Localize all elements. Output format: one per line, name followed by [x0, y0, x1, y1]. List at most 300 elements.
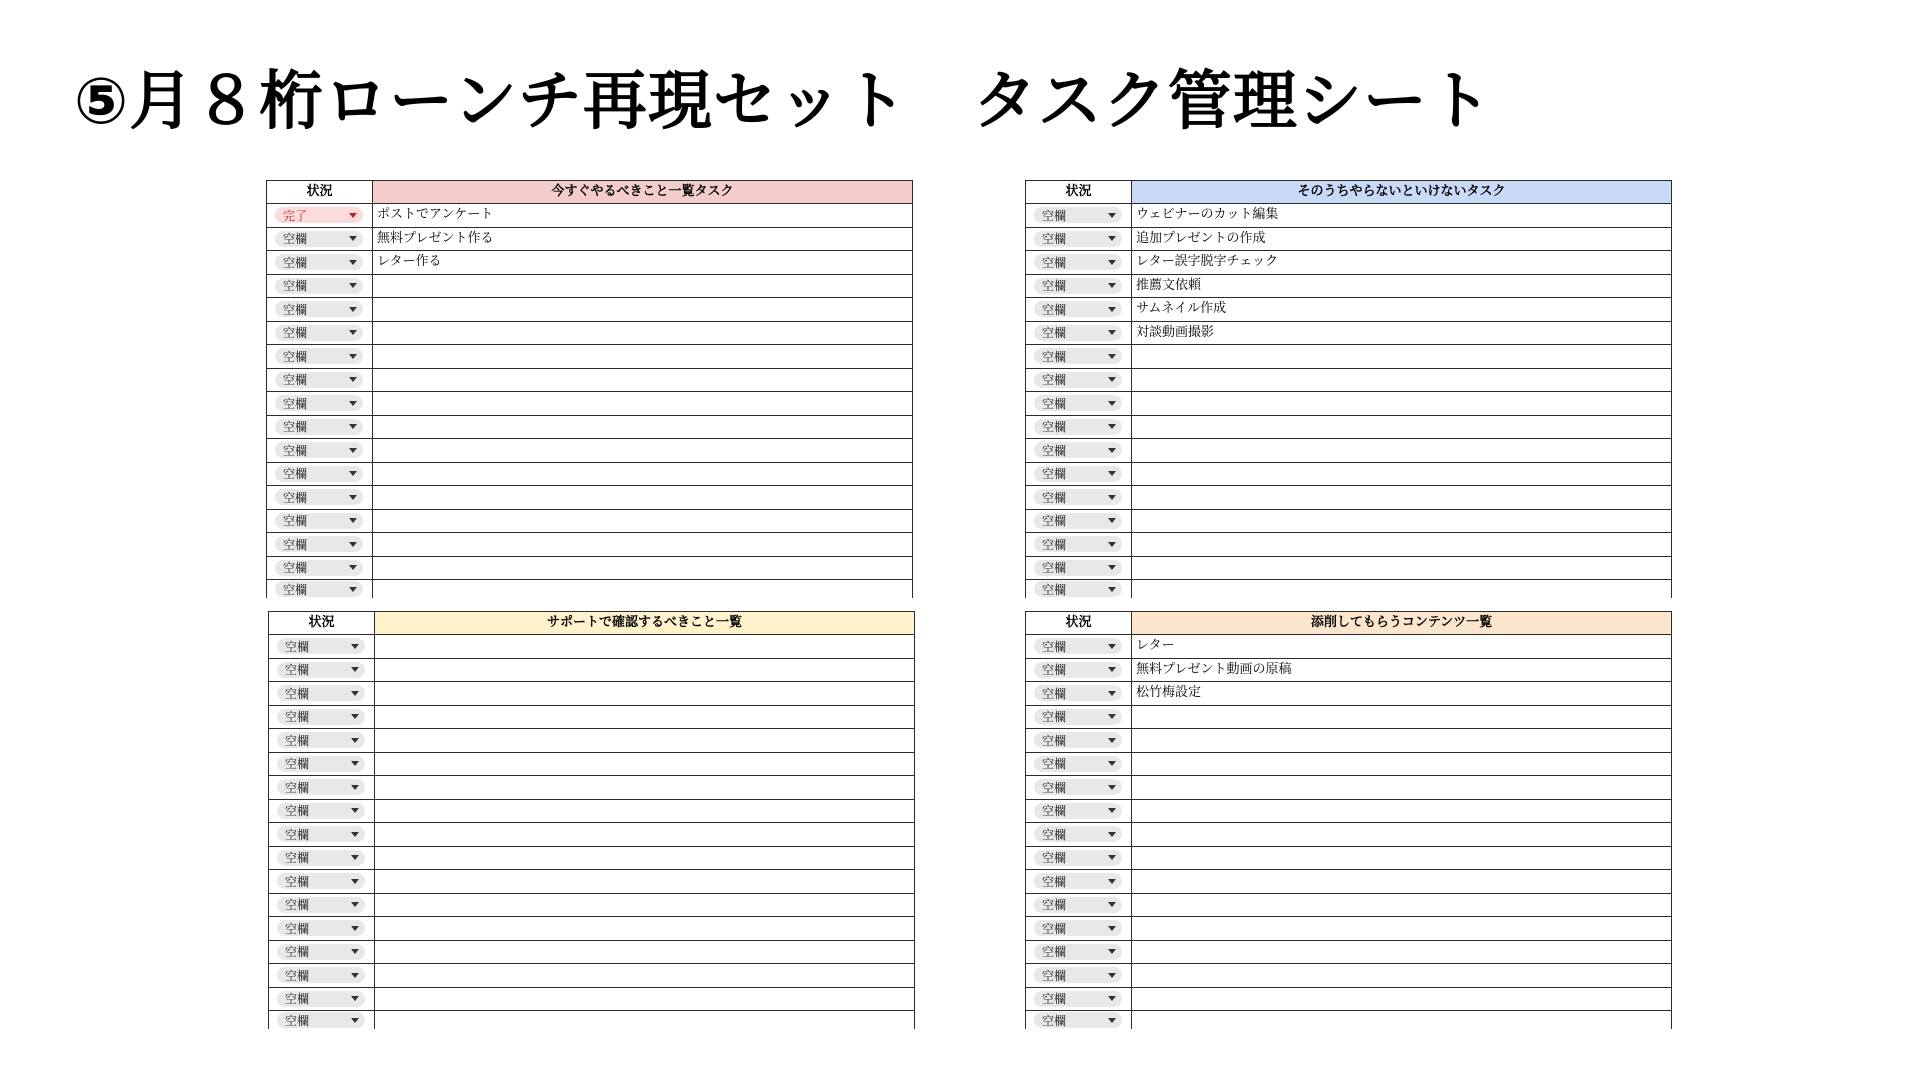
- task-cell[interactable]: ポストでアンケート: [373, 204, 913, 227]
- status-dropdown-label: 空欄: [1042, 467, 1067, 482]
- status-cell: [1025, 753, 1132, 776]
- chevron-down-icon[interactable]: [1108, 738, 1116, 743]
- status-dropdown[interactable]: [1034, 709, 1122, 725]
- status-cell: [1025, 416, 1132, 439]
- task-cell[interactable]: レター作る: [373, 251, 913, 274]
- status-dropdown-label: 空欄: [283, 396, 308, 411]
- status-dropdown-label: 空欄: [1042, 443, 1067, 458]
- status-cell: [268, 659, 375, 682]
- status-dropdown[interactable]: [1034, 325, 1122, 341]
- status-cell: [266, 580, 373, 598]
- task-cell[interactable]: [373, 392, 913, 415]
- status-column-header: 状況: [266, 181, 373, 203]
- task-cell[interactable]: [375, 847, 915, 870]
- status-dropdown-label: 空欄: [285, 827, 310, 842]
- task-cell[interactable]: [373, 510, 913, 533]
- task-cell[interactable]: [1132, 964, 1672, 987]
- chevron-down-icon[interactable]: [351, 785, 359, 790]
- task-cell[interactable]: [1132, 580, 1672, 598]
- chevron-down-icon[interactable]: [1108, 855, 1116, 860]
- chevron-down-icon[interactable]: [1108, 213, 1116, 218]
- status-cell: [1025, 392, 1132, 415]
- chevron-down-icon[interactable]: [351, 832, 359, 837]
- status-cell: [1025, 823, 1132, 846]
- table-row: [266, 533, 913, 557]
- status-dropdown-label: 空欄: [283, 443, 308, 458]
- table-row: [1025, 486, 1672, 510]
- status-dropdown-label: 空欄: [285, 804, 310, 819]
- chevron-down-icon[interactable]: [351, 738, 359, 743]
- chevron-down-icon[interactable]: [349, 283, 357, 288]
- status-dropdown[interactable]: [1034, 278, 1122, 294]
- status-dropdown-label: 空欄: [283, 279, 308, 294]
- chevron-down-icon[interactable]: [1108, 667, 1116, 672]
- status-dropdown[interactable]: [275, 254, 363, 270]
- chevron-down-icon[interactable]: [1108, 401, 1116, 406]
- status-dropdown-label: 空欄: [283, 490, 308, 505]
- task-cell[interactable]: [1132, 941, 1672, 964]
- status-cell: [266, 557, 373, 580]
- chevron-down-icon[interactable]: [1108, 354, 1116, 359]
- table-row: [268, 988, 915, 1012]
- chevron-down-icon[interactable]: [1108, 644, 1116, 649]
- task-cell[interactable]: サムネイル作成: [1132, 298, 1672, 321]
- task-cell[interactable]: [1132, 369, 1672, 392]
- status-cell: [1025, 800, 1132, 823]
- status-dropdown[interactable]: [1034, 920, 1122, 936]
- task-cell[interactable]: [1132, 706, 1672, 729]
- chevron-down-icon[interactable]: [349, 330, 357, 335]
- task-cell[interactable]: [1132, 1011, 1672, 1029]
- status-dropdown-label: 空欄: [1042, 710, 1067, 725]
- status-cell: [268, 1011, 375, 1029]
- sheet-header-row: [268, 612, 915, 635]
- task-cell[interactable]: [375, 659, 915, 682]
- chevron-down-icon[interactable]: [1108, 714, 1116, 719]
- chevron-down-icon[interactable]: [351, 808, 359, 813]
- task-cell[interactable]: [1132, 729, 1672, 752]
- chevron-down-icon[interactable]: [1108, 879, 1116, 884]
- task-cell[interactable]: [373, 557, 913, 580]
- table-row: [266, 580, 913, 598]
- status-dropdown-label: 空欄: [1042, 373, 1067, 388]
- status-dropdown-label: 空欄: [1042, 874, 1067, 889]
- task-cell[interactable]: [1132, 753, 1672, 776]
- status-dropdown-label: 空欄: [1042, 804, 1067, 819]
- task-cell[interactable]: 無料プレゼント動画の原稿: [1132, 659, 1672, 682]
- status-cell: [266, 322, 373, 345]
- task-cell[interactable]: [375, 894, 915, 917]
- table-row: [1025, 964, 1672, 988]
- chevron-down-icon[interactable]: [351, 714, 359, 719]
- table-row: [1025, 800, 1672, 824]
- status-dropdown[interactable]: [1034, 513, 1122, 529]
- chevron-down-icon[interactable]: [1108, 424, 1116, 429]
- task-cell[interactable]: [373, 345, 913, 368]
- status-cell: [268, 823, 375, 846]
- chevron-down-icon[interactable]: [1108, 587, 1116, 592]
- status-dropdown[interactable]: [1034, 638, 1122, 654]
- task-cell[interactable]: 推薦文依頼: [1132, 275, 1672, 298]
- chevron-down-icon[interactable]: [351, 902, 359, 907]
- status-dropdown[interactable]: [275, 231, 363, 247]
- status-dropdown[interactable]: [277, 850, 365, 866]
- status-dropdown[interactable]: [1034, 685, 1122, 701]
- status-dropdown[interactable]: [277, 944, 365, 960]
- status-dropdown[interactable]: [1034, 897, 1122, 913]
- table-row: [268, 823, 915, 847]
- status-dropdown[interactable]: [277, 803, 365, 819]
- status-dropdown[interactable]: [1034, 991, 1122, 1007]
- table-row: [1025, 369, 1672, 393]
- table-row: [268, 917, 915, 941]
- status-dropdown[interactable]: [1034, 536, 1122, 552]
- task-cell[interactable]: [373, 275, 913, 298]
- task-cell[interactable]: [1132, 870, 1672, 893]
- chevron-down-icon[interactable]: [1108, 471, 1116, 476]
- chevron-down-icon[interactable]: [351, 644, 359, 649]
- chevron-down-icon[interactable]: [349, 307, 357, 312]
- table-row: [268, 776, 915, 800]
- task-sheet-review: [1025, 611, 1672, 1029]
- status-dropdown[interactable]: [275, 581, 363, 597]
- status-cell: [268, 682, 375, 705]
- task-cell[interactable]: 松竹梅設定: [1132, 682, 1672, 705]
- task-cell[interactable]: [375, 1011, 915, 1029]
- task-cell[interactable]: [375, 706, 915, 729]
- task-cell[interactable]: レター誤字脱字チェック: [1132, 251, 1672, 274]
- table-row: [266, 322, 913, 346]
- status-cell: [1025, 894, 1132, 917]
- chevron-down-icon[interactable]: [1108, 495, 1116, 500]
- task-cell[interactable]: [1132, 894, 1672, 917]
- chevron-down-icon[interactable]: [1108, 260, 1116, 265]
- chevron-down-icon[interactable]: [349, 495, 357, 500]
- status-dropdown[interactable]: [275, 419, 363, 435]
- chevron-down-icon[interactable]: [351, 761, 359, 766]
- status-dropdown[interactable]: [1034, 662, 1122, 678]
- chevron-down-icon[interactable]: [1108, 996, 1116, 1001]
- task-cell[interactable]: [373, 533, 913, 556]
- chevron-down-icon[interactable]: [349, 354, 357, 359]
- status-dropdown[interactable]: [275, 301, 363, 317]
- status-dropdown[interactable]: [277, 756, 365, 772]
- status-cell: [1025, 275, 1132, 298]
- status-dropdown[interactable]: [277, 662, 365, 678]
- status-dropdown[interactable]: [277, 779, 365, 795]
- table-row: [266, 204, 913, 228]
- task-cell[interactable]: [375, 753, 915, 776]
- chevron-down-icon[interactable]: [1108, 926, 1116, 931]
- task-cell[interactable]: [1132, 439, 1672, 462]
- status-dropdown[interactable]: [275, 372, 363, 388]
- status-dropdown[interactable]: [1034, 873, 1122, 889]
- task-cell[interactable]: [1132, 345, 1672, 368]
- status-cell: [268, 988, 375, 1011]
- status-cell: [1025, 298, 1132, 321]
- task-cell[interactable]: [1132, 917, 1672, 940]
- chevron-down-icon[interactable]: [1108, 832, 1116, 837]
- status-column-header: 状況: [1025, 612, 1132, 634]
- task-sheet-support: [268, 611, 915, 1029]
- status-dropdown-label: 空欄: [283, 326, 308, 341]
- chevron-down-icon[interactable]: [1108, 761, 1116, 766]
- task-cell[interactable]: [1132, 988, 1672, 1011]
- chevron-down-icon[interactable]: [349, 565, 357, 570]
- table-row: [1025, 847, 1672, 871]
- chevron-down-icon[interactable]: [1108, 565, 1116, 570]
- status-dropdown[interactable]: [275, 325, 363, 341]
- status-dropdown[interactable]: [1034, 779, 1122, 795]
- task-cell[interactable]: [1132, 776, 1672, 799]
- status-dropdown[interactable]: [1034, 850, 1122, 866]
- status-dropdown[interactable]: [1034, 489, 1122, 505]
- status-cell: [266, 345, 373, 368]
- table-row: [1025, 894, 1672, 918]
- status-cell: [1025, 557, 1132, 580]
- task-cell[interactable]: [373, 486, 913, 509]
- status-cell: [1025, 228, 1132, 251]
- status-dropdown-label: 空欄: [1042, 663, 1067, 678]
- task-cell[interactable]: レター: [1132, 635, 1672, 658]
- task-cell[interactable]: [1132, 416, 1672, 439]
- chevron-down-icon[interactable]: [351, 691, 359, 696]
- chevron-down-icon[interactable]: [351, 1018, 359, 1023]
- table-row: [266, 275, 913, 299]
- status-dropdown-label: 空欄: [1042, 757, 1067, 772]
- status-dropdown[interactable]: [275, 536, 363, 552]
- chevron-down-icon[interactable]: [351, 879, 359, 884]
- task-cell[interactable]: [1132, 510, 1672, 533]
- chevron-down-icon[interactable]: [349, 424, 357, 429]
- status-dropdown-label: 空欄: [1042, 208, 1067, 223]
- chevron-down-icon[interactable]: [349, 587, 357, 592]
- chevron-down-icon[interactable]: [349, 542, 357, 547]
- chevron-down-icon[interactable]: [349, 377, 357, 382]
- task-column-header: サポートで確認するべきこと一覧: [375, 612, 915, 634]
- status-dropdown-label: 空欄: [1042, 992, 1067, 1007]
- status-dropdown-label: 空欄: [285, 992, 310, 1007]
- chevron-down-icon[interactable]: [1108, 330, 1116, 335]
- status-dropdown[interactable]: [1034, 1012, 1122, 1028]
- table-row: [266, 510, 913, 534]
- table-row: [268, 847, 915, 871]
- chevron-down-icon[interactable]: [1108, 902, 1116, 907]
- task-cell[interactable]: [1132, 392, 1672, 415]
- chevron-down-icon[interactable]: [351, 667, 359, 672]
- status-dropdown[interactable]: [277, 732, 365, 748]
- status-dropdown[interactable]: [275, 466, 363, 482]
- task-cell[interactable]: [373, 369, 913, 392]
- status-dropdown[interactable]: [277, 709, 365, 725]
- status-dropdown[interactable]: [277, 826, 365, 842]
- status-dropdown-label: 空欄: [1042, 302, 1067, 317]
- status-cell: [1025, 439, 1132, 462]
- status-dropdown[interactable]: [277, 873, 365, 889]
- status-dropdown[interactable]: [277, 991, 365, 1007]
- chevron-down-icon[interactable]: [1108, 307, 1116, 312]
- task-cell[interactable]: 対談動画撮影: [1132, 322, 1672, 345]
- status-cell: [266, 463, 373, 486]
- status-dropdown[interactable]: [277, 897, 365, 913]
- task-cell[interactable]: [1132, 800, 1672, 823]
- task-cell[interactable]: 追加プレゼントの作成: [1132, 228, 1672, 251]
- table-row: [1025, 251, 1672, 275]
- status-dropdown[interactable]: [1034, 348, 1122, 364]
- task-sheet-immediate: [266, 180, 913, 598]
- chevron-down-icon[interactable]: [349, 448, 357, 453]
- chevron-down-icon[interactable]: [1108, 949, 1116, 954]
- status-dropdown-label: 空欄: [283, 514, 308, 529]
- status-dropdown[interactable]: [277, 1012, 365, 1028]
- status-dropdown-label: 空欄: [1042, 232, 1067, 247]
- status-cell: [1025, 988, 1132, 1011]
- chevron-down-icon[interactable]: [1108, 1018, 1116, 1023]
- status-dropdown-label: 空欄: [285, 780, 310, 795]
- status-dropdown[interactable]: [1034, 254, 1122, 270]
- status-cell: [266, 298, 373, 321]
- task-cell[interactable]: [1132, 557, 1672, 580]
- task-cell[interactable]: 無料プレゼント作る: [373, 228, 913, 251]
- status-dropdown-label: 空欄: [285, 686, 310, 701]
- status-dropdown[interactable]: [277, 685, 365, 701]
- task-cell[interactable]: ウェビナーのカット編集: [1132, 204, 1672, 227]
- status-dropdown[interactable]: [1034, 442, 1122, 458]
- chevron-down-icon[interactable]: [1108, 785, 1116, 790]
- chevron-down-icon[interactable]: [1108, 542, 1116, 547]
- task-cell[interactable]: [373, 322, 913, 345]
- table-row: [268, 964, 915, 988]
- chevron-down-icon[interactable]: [1108, 808, 1116, 813]
- status-dropdown-label: 空欄: [285, 921, 310, 936]
- status-dropdown[interactable]: [275, 348, 363, 364]
- status-dropdown[interactable]: [277, 967, 365, 983]
- table-row: [1025, 204, 1672, 228]
- table-row: [266, 228, 913, 252]
- status-dropdown-label: 空欄: [285, 757, 310, 772]
- status-dropdown-label: 空欄: [283, 232, 308, 247]
- status-dropdown[interactable]: [1034, 419, 1122, 435]
- status-dropdown[interactable]: [275, 513, 363, 529]
- status-dropdown[interactable]: [277, 920, 365, 936]
- chevron-down-icon[interactable]: [349, 213, 357, 218]
- chevron-down-icon[interactable]: [1108, 236, 1116, 241]
- status-dropdown-label: 空欄: [285, 733, 310, 748]
- status-cell: [1025, 964, 1132, 987]
- status-dropdown[interactable]: [1034, 395, 1122, 411]
- status-dropdown[interactable]: [1034, 803, 1122, 819]
- status-dropdown[interactable]: [1034, 732, 1122, 748]
- chevron-down-icon[interactable]: [1108, 691, 1116, 696]
- status-dropdown-label: 空欄: [283, 582, 308, 597]
- status-cell: [266, 439, 373, 462]
- task-cell[interactable]: [375, 635, 915, 658]
- task-cell[interactable]: [1132, 533, 1672, 556]
- status-cell: [1025, 345, 1132, 368]
- chevron-down-icon[interactable]: [1108, 283, 1116, 288]
- chevron-down-icon[interactable]: [351, 996, 359, 1001]
- task-cell[interactable]: [1132, 823, 1672, 846]
- task-cell[interactable]: [375, 964, 915, 987]
- status-dropdown[interactable]: [275, 278, 363, 294]
- task-cell[interactable]: [375, 823, 915, 846]
- status-dropdown[interactable]: [1034, 466, 1122, 482]
- status-dropdown[interactable]: [275, 395, 363, 411]
- status-dropdown-label: 空欄: [283, 302, 308, 317]
- status-dropdown[interactable]: [1034, 560, 1122, 576]
- status-dropdown[interactable]: [1034, 756, 1122, 772]
- chevron-down-icon[interactable]: [349, 401, 357, 406]
- status-dropdown[interactable]: [1034, 944, 1122, 960]
- status-cell: [266, 416, 373, 439]
- chevron-down-icon[interactable]: [1108, 377, 1116, 382]
- task-cell[interactable]: [375, 800, 915, 823]
- status-dropdown[interactable]: [275, 207, 363, 223]
- chevron-down-icon[interactable]: [349, 471, 357, 476]
- task-cell[interactable]: [1132, 463, 1672, 486]
- chevron-down-icon[interactable]: [1108, 518, 1116, 523]
- chevron-down-icon[interactable]: [349, 518, 357, 523]
- status-dropdown[interactable]: [1034, 967, 1122, 983]
- status-cell: [1025, 776, 1132, 799]
- task-cell[interactable]: [375, 941, 915, 964]
- status-dropdown[interactable]: [275, 560, 363, 576]
- task-cell[interactable]: [1132, 847, 1672, 870]
- task-cell[interactable]: [375, 917, 915, 940]
- task-column-header: 今すぐやるべきこと一覧タスク: [373, 181, 913, 203]
- status-cell: [266, 228, 373, 251]
- task-cell[interactable]: [375, 988, 915, 1011]
- status-dropdown[interactable]: [277, 638, 365, 654]
- task-cell[interactable]: [375, 776, 915, 799]
- task-cell[interactable]: [375, 729, 915, 752]
- status-dropdown[interactable]: [275, 489, 363, 505]
- chevron-down-icon[interactable]: [351, 949, 359, 954]
- status-dropdown[interactable]: [1034, 207, 1122, 223]
- task-cell[interactable]: [373, 439, 913, 462]
- task-cell[interactable]: [1132, 486, 1672, 509]
- status-dropdown[interactable]: [1034, 231, 1122, 247]
- status-dropdown[interactable]: [1034, 301, 1122, 317]
- status-dropdown[interactable]: [1034, 581, 1122, 597]
- task-cell[interactable]: [375, 870, 915, 893]
- chevron-down-icon[interactable]: [351, 926, 359, 931]
- chevron-down-icon[interactable]: [351, 973, 359, 978]
- task-cell[interactable]: [373, 298, 913, 321]
- chevron-down-icon[interactable]: [1108, 973, 1116, 978]
- table-row: [1025, 635, 1672, 659]
- chevron-down-icon[interactable]: [351, 855, 359, 860]
- status-dropdown[interactable]: [275, 442, 363, 458]
- table-row: [268, 800, 915, 824]
- chevron-down-icon[interactable]: [1108, 448, 1116, 453]
- task-cell[interactable]: [373, 463, 913, 486]
- status-cell: [1025, 941, 1132, 964]
- status-dropdown-label: 空欄: [1042, 968, 1067, 983]
- status-dropdown-label: 空欄: [1042, 945, 1067, 960]
- task-cell[interactable]: [373, 416, 913, 439]
- table-row: [266, 298, 913, 322]
- status-dropdown[interactable]: [1034, 372, 1122, 388]
- status-dropdown[interactable]: [1034, 826, 1122, 842]
- chevron-down-icon[interactable]: [349, 236, 357, 241]
- table-row: [1025, 322, 1672, 346]
- status-cell: [1025, 251, 1132, 274]
- task-cell[interactable]: [373, 580, 913, 598]
- task-cell[interactable]: [375, 682, 915, 705]
- status-dropdown-label: 空欄: [1042, 733, 1067, 748]
- chevron-down-icon[interactable]: [349, 260, 357, 265]
